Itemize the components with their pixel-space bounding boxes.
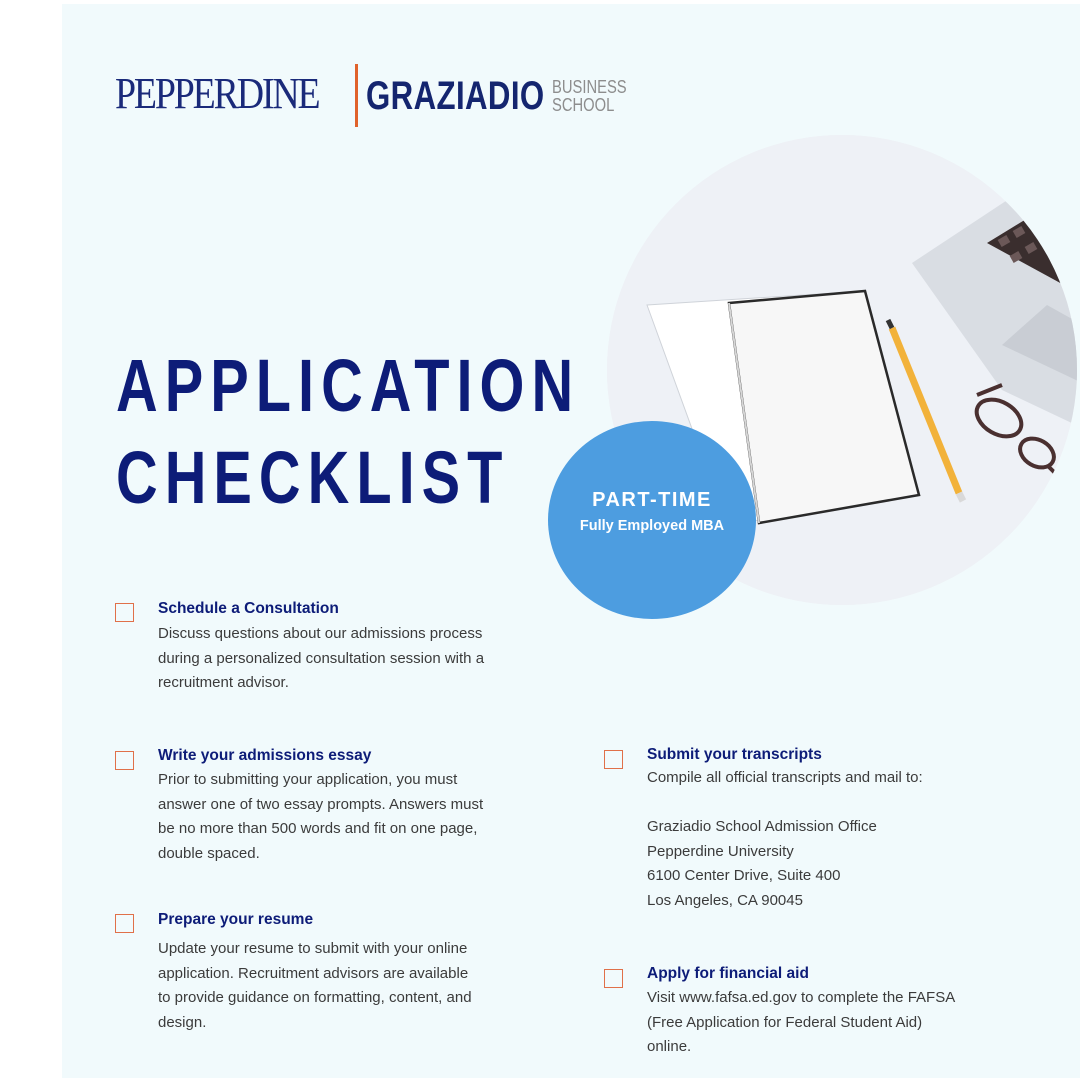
- logo-pepperdine-wordmark: PEPPERDINE: [115, 69, 319, 118]
- item-line: to provide guidance on formatting, content, and: [158, 989, 472, 1006]
- checkbox-admissions-essay[interactable]: [115, 751, 134, 770]
- item-body-prepare-resume: [158, 937, 528, 1035]
- item-body-submit-transcripts: [647, 766, 1017, 913]
- checkbox-financial-aid[interactable]: [604, 969, 623, 988]
- item-line: answer one of two essay prompts. Answers must: [158, 795, 484, 813]
- logo-business-text: BUSINESS: [552, 77, 627, 97]
- item-line: Visit www.fafsa.ed.gov to complete the FAFSA: [647, 989, 956, 1006]
- logo-graziadio-wordmark: GRAZIADIO: [366, 74, 545, 118]
- checkbox-submit-transcripts[interactable]: [604, 750, 623, 769]
- address-line: Pepperdine University: [647, 842, 794, 860]
- program-badge: [548, 421, 756, 619]
- item-body-schedule-consultation: [158, 622, 528, 696]
- item-body-admissions-essay: [158, 768, 528, 866]
- checkbox-schedule-consultation[interactable]: [115, 603, 134, 622]
- title-line-2: CHECKLIST: [116, 436, 510, 519]
- item-line: online.: [647, 1038, 692, 1055]
- item-line: design.: [158, 1013, 207, 1031]
- item-title-admissions-essay: Write your admissions essay: [158, 747, 372, 764]
- badge-title: PART-TIME: [592, 489, 712, 511]
- item-line: Prior to submitting your application, you must: [158, 771, 458, 788]
- item-title-financial-aid: Apply for financial aid: [647, 965, 809, 982]
- item-line: Discuss questions about our admissions process: [158, 625, 483, 642]
- item-line: double spaced.: [158, 844, 260, 862]
- item-line: application. Recruitment advisors are available: [158, 964, 469, 982]
- item-line: Compile all official transcripts and mail to:: [647, 769, 923, 786]
- title-line-1: APPLICATION: [116, 344, 581, 427]
- badge-subtitle: Fully Employed MBA: [579, 518, 725, 534]
- item-line: be no more than 500 words and fit on one page,: [158, 820, 478, 837]
- address-line: 6100 Center Drive, Suite 400: [647, 867, 841, 884]
- item-body-financial-aid: [647, 986, 1017, 1060]
- item-title-schedule-consultation: Schedule a Consultation: [158, 600, 339, 617]
- item-line: Update your resume to submit with your online: [158, 940, 468, 957]
- address-line: Los Angeles, CA 90045: [647, 891, 803, 909]
- logo-business-school: [552, 78, 627, 114]
- checkbox-prepare-resume[interactable]: [115, 914, 134, 933]
- item-title-prepare-resume: Prepare your resume: [158, 911, 314, 928]
- page-title: [116, 340, 580, 524]
- address-line: Graziadio School Admission Office: [647, 818, 877, 835]
- item-line: recruitment advisor.: [158, 674, 289, 691]
- item-line: (Free Application for Federal Student Aid): [647, 1013, 923, 1031]
- logo-divider: [355, 64, 358, 127]
- logo-school-text: SCHOOL: [552, 95, 615, 115]
- item-line: during a personalized consultation session with a: [158, 649, 485, 667]
- item-title-submit-transcripts: Submit your transcripts: [647, 746, 822, 763]
